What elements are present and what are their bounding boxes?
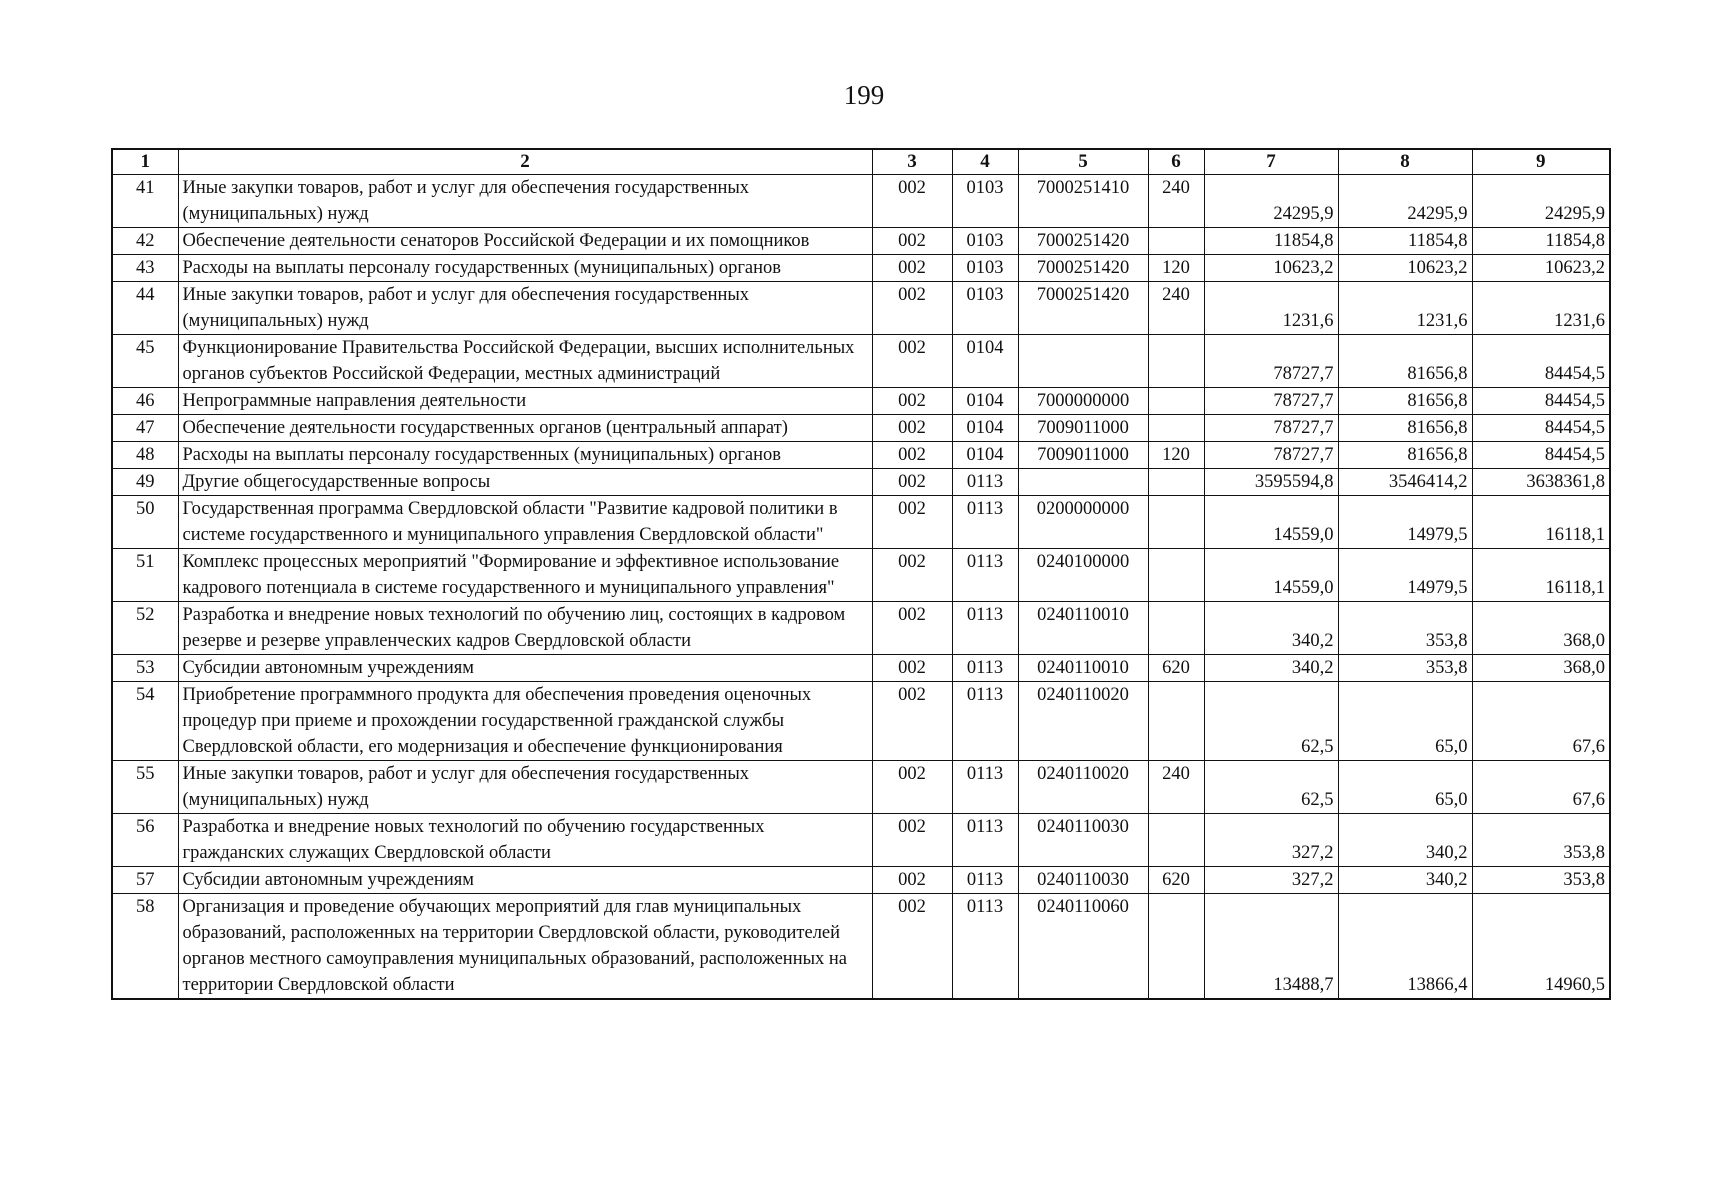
value-9-cell: 16118,1 xyxy=(1472,496,1610,549)
code-3-cell: 002 xyxy=(872,255,952,282)
row-number-cell: 49 xyxy=(112,469,178,496)
value-7-cell: 327,2 xyxy=(1204,814,1338,867)
budget-table xyxy=(111,148,1611,1000)
code-5-cell: 0240110010 xyxy=(1018,602,1148,655)
value-8-cell: 10623,2 xyxy=(1338,255,1472,282)
value-9-cell: 84454,5 xyxy=(1472,415,1610,442)
value-9-cell: 84454,5 xyxy=(1472,442,1610,469)
code-4-cell: 0113 xyxy=(952,469,1018,496)
value-7-cell: 78727,7 xyxy=(1204,415,1338,442)
code-6-cell xyxy=(1148,335,1204,388)
item-name-cell: Обеспечение деятельности сенаторов Российской Федерации и их помощников xyxy=(178,228,872,255)
value-8-cell: 340,2 xyxy=(1338,867,1472,894)
value-9-cell: 84454,5 xyxy=(1472,335,1610,388)
value-9-cell: 10623,2 xyxy=(1472,255,1610,282)
code-6-cell xyxy=(1148,602,1204,655)
item-name-cell: Другие общегосударственные вопросы xyxy=(178,469,872,496)
code-4-cell: 0104 xyxy=(952,442,1018,469)
table-row xyxy=(112,282,1610,335)
item-name-cell: Государственная программа Свердловской области "Развитие кадровой политики в системе государственного и муниципального управления Свердловской области" xyxy=(178,496,872,549)
table-row xyxy=(112,255,1610,282)
item-name-cell: Разработка и внедрение новых технологий по обучению лиц, состоящих в кадровом резерве и резерве управленческих кадров Свердловской области xyxy=(178,602,872,655)
row-number-cell: 53 xyxy=(112,655,178,682)
column-header: 1 xyxy=(112,149,178,175)
code-6-cell xyxy=(1148,496,1204,549)
table-row xyxy=(112,415,1610,442)
column-header: 2 xyxy=(178,149,872,175)
row-number-cell: 44 xyxy=(112,282,178,335)
value-8-cell: 81656,8 xyxy=(1338,442,1472,469)
code-5-cell: 7000251420 xyxy=(1018,255,1148,282)
code-3-cell: 002 xyxy=(872,282,952,335)
item-name-cell: Разработка и внедрение новых технологий по обучению государственных гражданских служащих Свердловской области xyxy=(178,814,872,867)
value-9-cell: 67,6 xyxy=(1472,682,1610,761)
code-5-cell: 0240100000 xyxy=(1018,549,1148,602)
item-name-cell: Организация и проведение обучающих мероприятий для глав муниципальных образований, расположенных на территории Свердловской области, руководителей органов местного самоуправления муниципальных образований, расположенных на территории Свердловской области xyxy=(178,894,872,1000)
code-6-cell xyxy=(1148,469,1204,496)
column-header: 6 xyxy=(1148,149,1204,175)
row-number-cell: 46 xyxy=(112,388,178,415)
row-number-cell: 48 xyxy=(112,442,178,469)
value-8-cell: 340,2 xyxy=(1338,814,1472,867)
value-9-cell: 353,8 xyxy=(1472,814,1610,867)
code-3-cell: 002 xyxy=(872,655,952,682)
table-header-row xyxy=(112,149,1610,175)
row-number-cell: 51 xyxy=(112,549,178,602)
value-8-cell: 14979,5 xyxy=(1338,549,1472,602)
item-name-cell: Субсидии автономным учреждениям xyxy=(178,655,872,682)
value-8-cell: 14979,5 xyxy=(1338,496,1472,549)
code-3-cell: 002 xyxy=(872,682,952,761)
item-name-cell: Иные закупки товаров, работ и услуг для обеспечения государственных (муниципальных) нужд xyxy=(178,761,872,814)
row-number-cell: 47 xyxy=(112,415,178,442)
code-6-cell: 240 xyxy=(1148,175,1204,228)
code-4-cell: 0113 xyxy=(952,602,1018,655)
code-5-cell: 0240110060 xyxy=(1018,894,1148,1000)
code-4-cell: 0113 xyxy=(952,496,1018,549)
code-3-cell: 002 xyxy=(872,175,952,228)
value-9-cell: 11854,8 xyxy=(1472,228,1610,255)
code-6-cell xyxy=(1148,814,1204,867)
code-3-cell: 002 xyxy=(872,549,952,602)
value-9-cell: 3638361,8 xyxy=(1472,469,1610,496)
value-7-cell: 14559,0 xyxy=(1204,496,1338,549)
table-row xyxy=(112,867,1610,894)
code-6-cell xyxy=(1148,228,1204,255)
code-6-cell: 120 xyxy=(1148,255,1204,282)
value-8-cell: 65,0 xyxy=(1338,761,1472,814)
code-4-cell: 0113 xyxy=(952,682,1018,761)
value-7-cell: 340,2 xyxy=(1204,602,1338,655)
item-name-cell: Субсидии автономным учреждениям xyxy=(178,867,872,894)
row-number-cell: 57 xyxy=(112,867,178,894)
code-3-cell: 002 xyxy=(872,415,952,442)
code-6-cell xyxy=(1148,682,1204,761)
code-6-cell: 240 xyxy=(1148,282,1204,335)
value-8-cell: 11854,8 xyxy=(1338,228,1472,255)
value-7-cell: 78727,7 xyxy=(1204,388,1338,415)
value-7-cell: 78727,7 xyxy=(1204,335,1338,388)
value-9-cell: 353,8 xyxy=(1472,867,1610,894)
item-name-cell: Иные закупки товаров, работ и услуг для обеспечения государственных (муниципальных) нужд xyxy=(178,282,872,335)
value-7-cell: 14559,0 xyxy=(1204,549,1338,602)
value-7-cell: 1231,6 xyxy=(1204,282,1338,335)
code-5-cell: 0200000000 xyxy=(1018,496,1148,549)
code-3-cell: 002 xyxy=(872,602,952,655)
item-name-cell: Приобретение программного продукта для обеспечения проведения оценочных процедур при приеме и прохождении государственной гражданской службы Свердловской области, его модернизация и обеспечение функционирования xyxy=(178,682,872,761)
row-number-cell: 50 xyxy=(112,496,178,549)
value-9-cell: 67,6 xyxy=(1472,761,1610,814)
value-8-cell: 1231,6 xyxy=(1338,282,1472,335)
code-3-cell: 002 xyxy=(872,496,952,549)
code-6-cell xyxy=(1148,894,1204,1000)
row-number-cell: 52 xyxy=(112,602,178,655)
value-8-cell: 3546414,2 xyxy=(1338,469,1472,496)
column-header: 5 xyxy=(1018,149,1148,175)
value-9-cell: 84454,5 xyxy=(1472,388,1610,415)
code-4-cell: 0104 xyxy=(952,335,1018,388)
code-4-cell: 0113 xyxy=(952,867,1018,894)
item-name-cell: Расходы на выплаты персоналу государственных (муниципальных) органов xyxy=(178,255,872,282)
value-7-cell: 13488,7 xyxy=(1204,894,1338,1000)
row-number-cell: 54 xyxy=(112,682,178,761)
code-5-cell: 7009011000 xyxy=(1018,442,1148,469)
code-4-cell: 0113 xyxy=(952,894,1018,1000)
value-9-cell: 24295,9 xyxy=(1472,175,1610,228)
code-5-cell: 0240110030 xyxy=(1018,867,1148,894)
item-name-cell: Обеспечение деятельности государственных органов (центральный аппарат) xyxy=(178,415,872,442)
table-row xyxy=(112,228,1610,255)
code-4-cell: 0113 xyxy=(952,761,1018,814)
code-6-cell: 120 xyxy=(1148,442,1204,469)
table-row xyxy=(112,442,1610,469)
value-8-cell: 353,8 xyxy=(1338,602,1472,655)
code-5-cell: 7000000000 xyxy=(1018,388,1148,415)
column-header: 7 xyxy=(1204,149,1338,175)
code-5-cell: 0240110020 xyxy=(1018,682,1148,761)
code-5-cell: 7000251410 xyxy=(1018,175,1148,228)
code-5-cell: 7000251420 xyxy=(1018,228,1148,255)
code-6-cell: 620 xyxy=(1148,867,1204,894)
row-number-cell: 42 xyxy=(112,228,178,255)
value-7-cell: 62,5 xyxy=(1204,682,1338,761)
code-4-cell: 0103 xyxy=(952,282,1018,335)
code-6-cell xyxy=(1148,415,1204,442)
value-8-cell: 81656,8 xyxy=(1338,335,1472,388)
code-3-cell: 002 xyxy=(872,469,952,496)
value-7-cell: 24295,9 xyxy=(1204,175,1338,228)
item-name-cell: Расходы на выплаты персоналу государственных (муниципальных) органов xyxy=(178,442,872,469)
code-3-cell: 002 xyxy=(872,335,952,388)
value-9-cell: 368,0 xyxy=(1472,602,1610,655)
code-4-cell: 0113 xyxy=(952,655,1018,682)
value-9-cell: 368,0 xyxy=(1472,655,1610,682)
table-row xyxy=(112,335,1610,388)
column-header: 8 xyxy=(1338,149,1472,175)
code-5-cell: 0240110010 xyxy=(1018,655,1148,682)
value-7-cell: 62,5 xyxy=(1204,761,1338,814)
value-8-cell: 353,8 xyxy=(1338,655,1472,682)
value-7-cell: 78727,7 xyxy=(1204,442,1338,469)
value-8-cell: 81656,8 xyxy=(1338,388,1472,415)
code-3-cell: 002 xyxy=(872,814,952,867)
item-name-cell: Функционирование Правительства Российской Федерации, высших исполнительных органов субъектов Российской Федерации, местных администраций xyxy=(178,335,872,388)
code-5-cell: 7000251420 xyxy=(1018,282,1148,335)
row-number-cell: 56 xyxy=(112,814,178,867)
row-number-cell: 58 xyxy=(112,894,178,1000)
code-3-cell: 002 xyxy=(872,894,952,1000)
row-number-cell: 55 xyxy=(112,761,178,814)
value-7-cell: 3595594,8 xyxy=(1204,469,1338,496)
row-number-cell: 41 xyxy=(112,175,178,228)
table-row xyxy=(112,602,1610,655)
code-6-cell: 240 xyxy=(1148,761,1204,814)
table-row xyxy=(112,469,1610,496)
table-body xyxy=(112,175,1610,1000)
value-8-cell: 13866,4 xyxy=(1338,894,1472,1000)
table-row xyxy=(112,682,1610,761)
table-row xyxy=(112,175,1610,228)
row-number-cell: 45 xyxy=(112,335,178,388)
table-row xyxy=(112,814,1610,867)
value-7-cell: 340,2 xyxy=(1204,655,1338,682)
code-6-cell xyxy=(1148,549,1204,602)
value-7-cell: 11854,8 xyxy=(1204,228,1338,255)
code-3-cell: 002 xyxy=(872,442,952,469)
item-name-cell: Непрограммные направления деятельности xyxy=(178,388,872,415)
table-row xyxy=(112,894,1610,1000)
page-number: 199 xyxy=(843,80,885,110)
code-6-cell: 620 xyxy=(1148,655,1204,682)
code-5-cell xyxy=(1018,335,1148,388)
code-3-cell: 002 xyxy=(872,228,952,255)
code-5-cell xyxy=(1018,469,1148,496)
code-4-cell: 0104 xyxy=(952,415,1018,442)
table-row xyxy=(112,761,1610,814)
table-row xyxy=(112,388,1610,415)
value-7-cell: 327,2 xyxy=(1204,867,1338,894)
code-4-cell: 0104 xyxy=(952,388,1018,415)
code-5-cell: 7009011000 xyxy=(1018,415,1148,442)
row-number-cell: 43 xyxy=(112,255,178,282)
code-4-cell: 0103 xyxy=(952,255,1018,282)
table-row xyxy=(112,549,1610,602)
code-4-cell: 0113 xyxy=(952,814,1018,867)
code-6-cell xyxy=(1148,388,1204,415)
item-name-cell: Иные закупки товаров, работ и услуг для обеспечения государственных (муниципальных) нужд xyxy=(178,175,872,228)
value-9-cell: 14960,5 xyxy=(1472,894,1610,1000)
code-3-cell: 002 xyxy=(872,761,952,814)
value-8-cell: 24295,9 xyxy=(1338,175,1472,228)
table-row xyxy=(112,655,1610,682)
column-header: 9 xyxy=(1472,149,1610,175)
code-5-cell: 0240110020 xyxy=(1018,761,1148,814)
column-header: 4 xyxy=(952,149,1018,175)
value-8-cell: 81656,8 xyxy=(1338,415,1472,442)
code-4-cell: 0103 xyxy=(952,175,1018,228)
code-5-cell: 0240110030 xyxy=(1018,814,1148,867)
code-4-cell: 0113 xyxy=(952,549,1018,602)
item-name-cell: Комплекс процессных мероприятий "Формирование и эффективное использование кадрового потенциала в системе государственного и муниципального управления" xyxy=(178,549,872,602)
value-7-cell: 10623,2 xyxy=(1204,255,1338,282)
code-3-cell: 002 xyxy=(872,388,952,415)
value-9-cell: 16118,1 xyxy=(1472,549,1610,602)
column-header: 3 xyxy=(872,149,952,175)
table-row xyxy=(112,496,1610,549)
value-8-cell: 65,0 xyxy=(1338,682,1472,761)
value-9-cell: 1231,6 xyxy=(1472,282,1610,335)
code-3-cell: 002 xyxy=(872,867,952,894)
code-4-cell: 0103 xyxy=(952,228,1018,255)
